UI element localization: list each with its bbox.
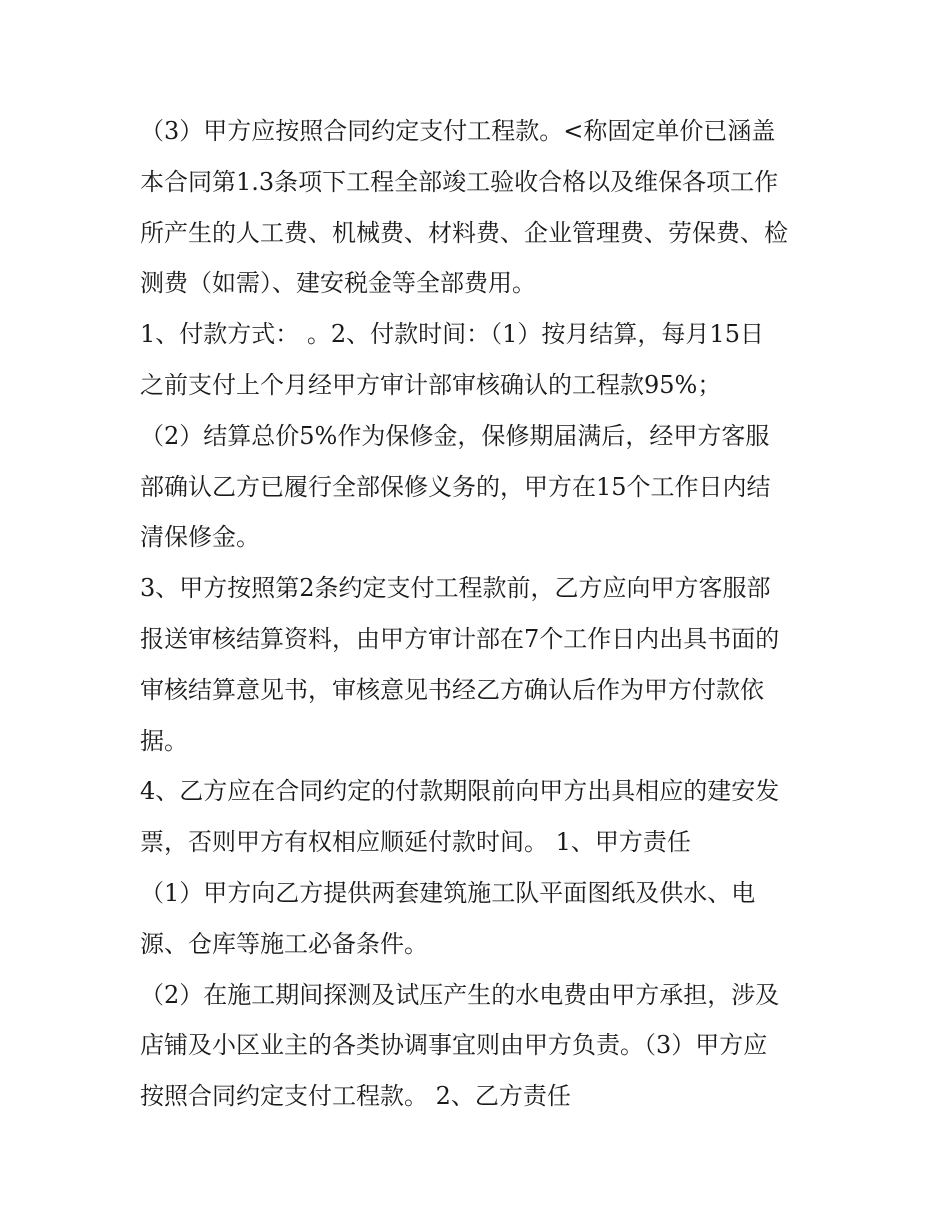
text-line: 部确认乙方已履行全部保修义务的，甲方在15个工作日内结	[140, 472, 771, 501]
text-line: （1）甲方向乙方提供两套建筑施工队平面图纸及供水、电	[140, 878, 756, 907]
text-line: 票，否则甲方有权相应顺延付款时间。 1、甲方责任	[140, 828, 691, 857]
text-line: 按照合同约定支付工程款。 2、乙方责任	[140, 1082, 571, 1111]
text-line: 清保修金。	[140, 523, 260, 552]
text-line: 测费（如需）、建安税金等全部费用。	[140, 269, 536, 298]
text-line: （3）甲方应按照合同约定支付工程款。<称固定单价已涵盖	[140, 117, 776, 145]
text-line: 所产生的人工费、机械费、材料费、企业管理费、劳保费、检	[140, 218, 788, 247]
text-line: 3、甲方按照第2条约定支付工程款前，乙方应向甲方客服部	[140, 574, 771, 603]
text-line: 本合同第1.3条项下工程全部竣工验收合格以及维保各项工作	[140, 167, 779, 196]
text-line: 审核结算意见书，审核意见书经乙方确认后作为甲方付款依	[140, 675, 764, 704]
document-body	[140, 106, 820, 1122]
text-line: 据。	[140, 726, 188, 755]
text-line: 报送审核结算资料，由甲方审计部在7个工作日内出具书面的	[140, 624, 780, 653]
text-line: （2）结算总价5%作为保修金，保修期届满后，经甲方客服	[140, 421, 770, 450]
text-line: （2）在施工期间探测及试压产生的水电费由甲方承担，涉及	[140, 980, 780, 1009]
text-line: 之前支付上个月经甲方审计部审核确认的工程款95%；	[140, 370, 722, 399]
text-line: 源、仓库等施工必备条件。	[140, 929, 428, 958]
text-line: 4、乙方应在合同约定的付款期限前向甲方出具相应的建安发	[140, 777, 780, 806]
text-line: 店铺及小区业主的各类协调事宜则由甲方负责。（3）甲方应	[140, 1031, 768, 1060]
text-line: 1、付款方式： 。2、付款时间：（1）按月结算，每月15日	[140, 320, 764, 349]
